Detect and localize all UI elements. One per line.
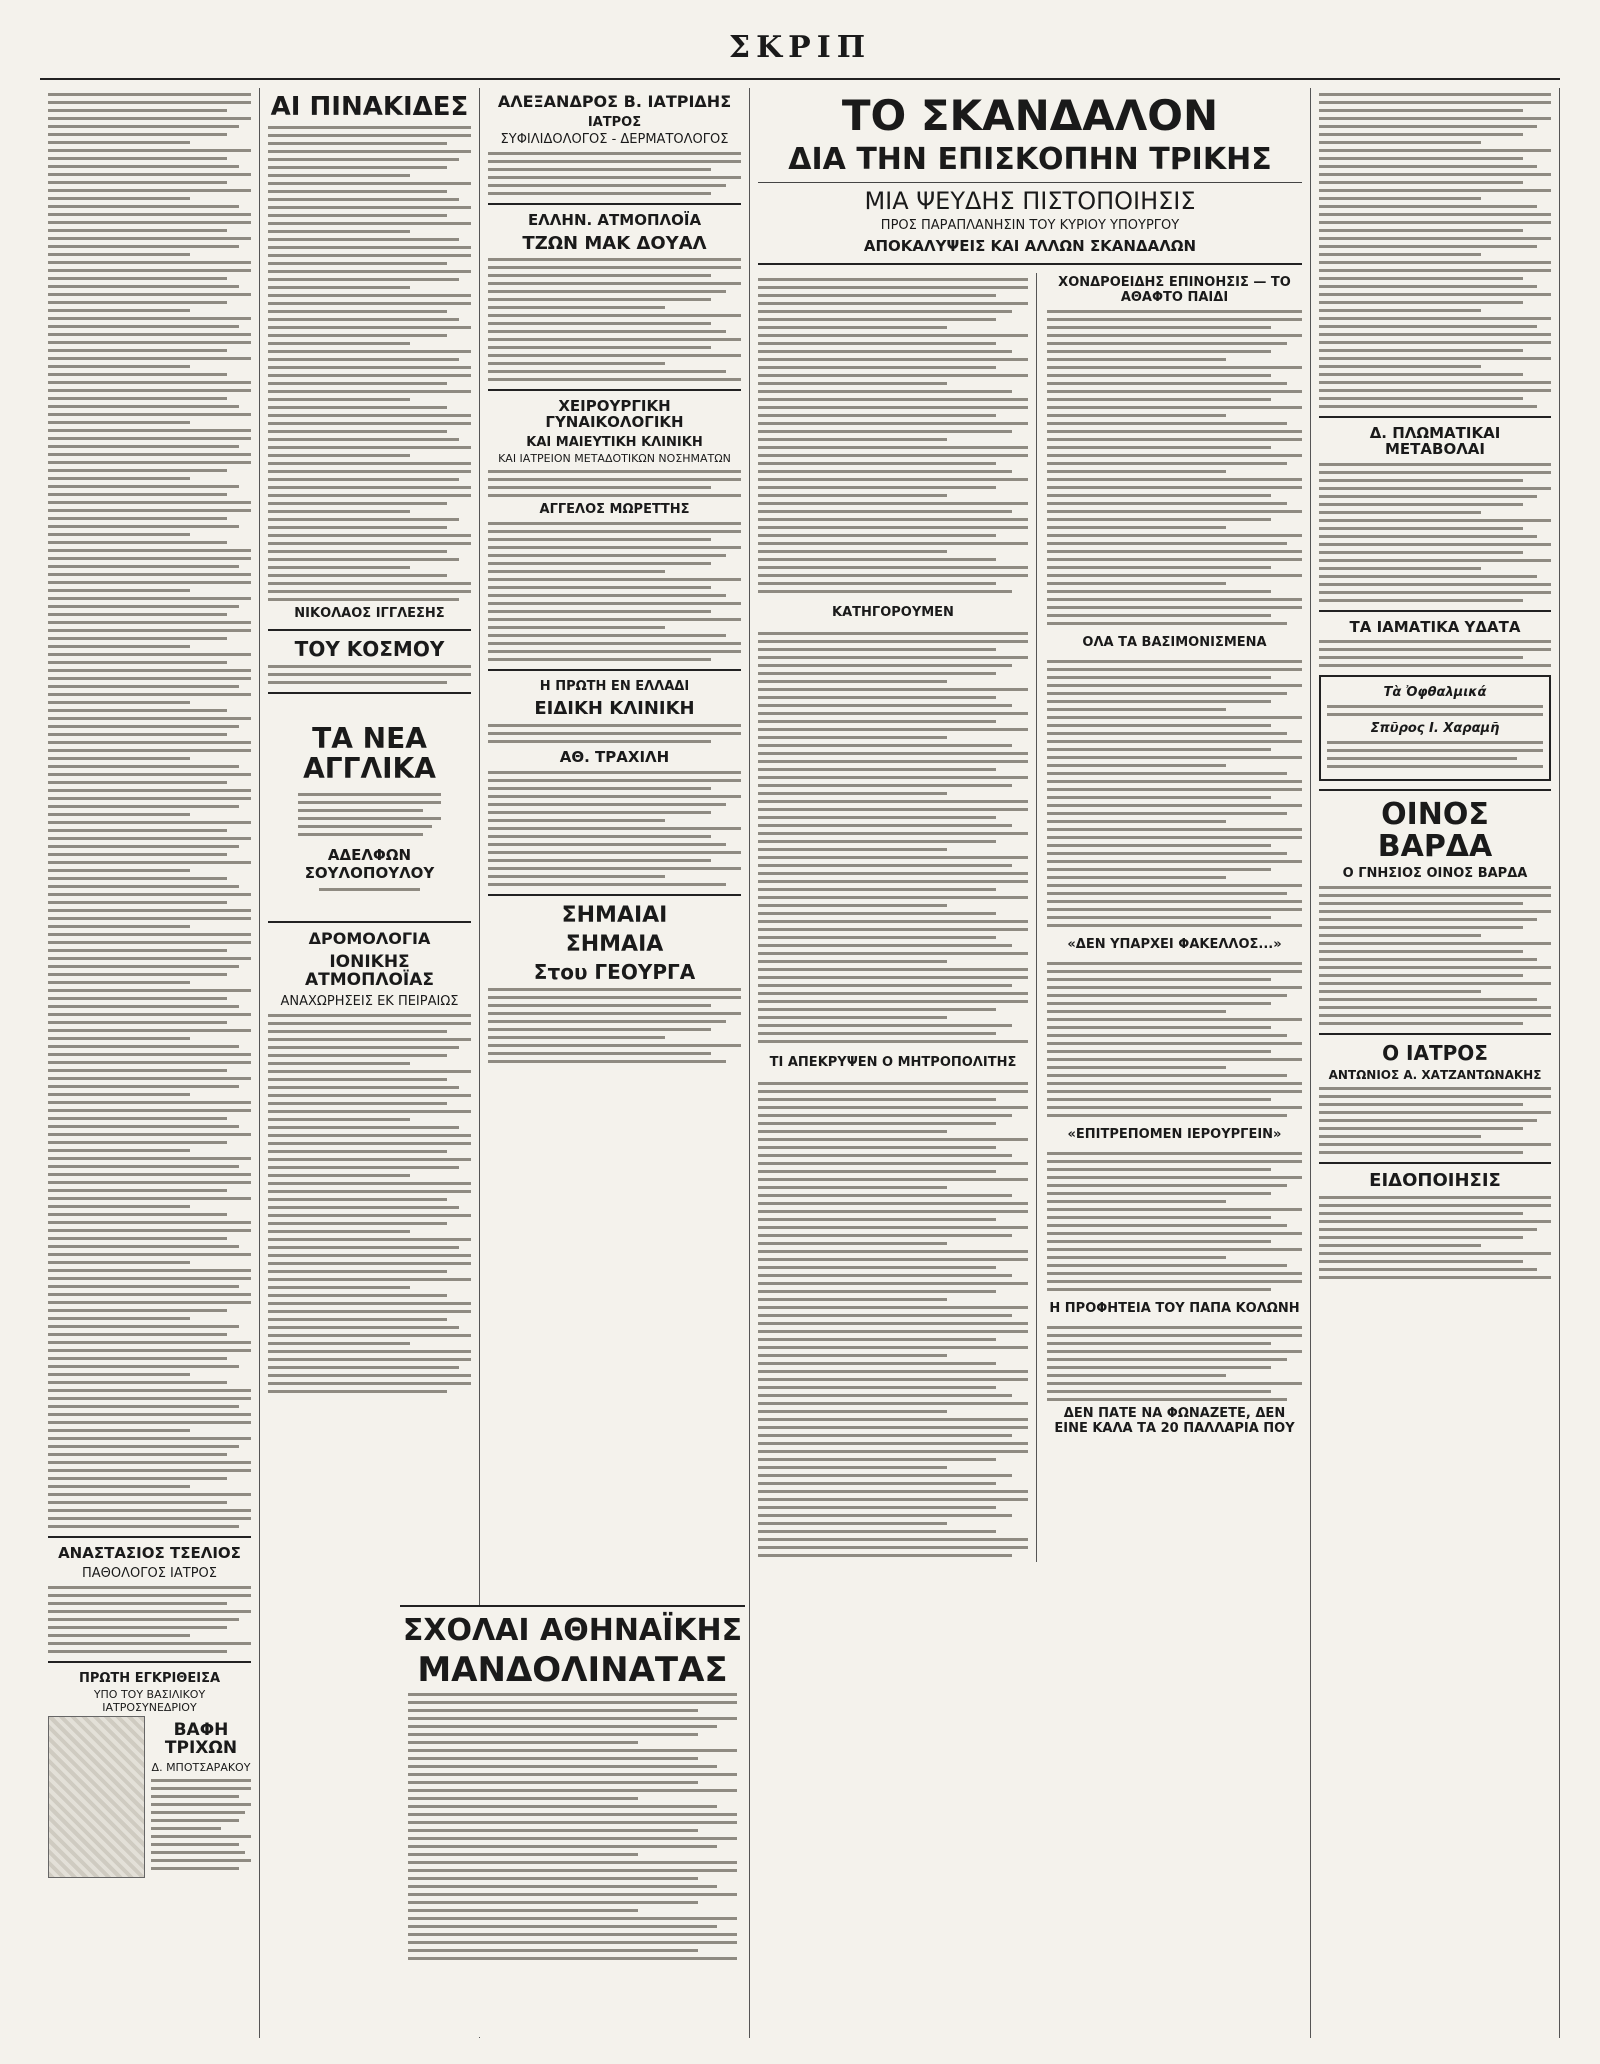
ad-mandolinata: [400, 1605, 745, 2037]
ad-ophthalmic-name: Σπῦρος Ι. Χαραμῆ: [1370, 721, 1500, 737]
ad-clinic-sub2: ΚΑΙ ΙΑΤΡΕΙΟΝ ΜΕΤΑΔΟΤΙΚΩΝ ΝΟΣΗΜΑΤΩΝ: [498, 451, 731, 465]
section-prophecy: Η ΠΡΟΦΗΤΕΙΑ ΤΟΥ ΠΑΠΑ ΚΟΛΩΝΗ: [1049, 1300, 1300, 1316]
article-body: [48, 93, 251, 1528]
woman-portrait-illustration: [48, 1716, 145, 1878]
ad-heading-flag: ΣΗΜΑΙΑ: [565, 931, 664, 957]
ad-subheading-dye: ΥΠΟ ΤΟΥ ΒΑΣΙΛΙΚΟΥ ΙΑΤΡΟΣΥΝΕΔΡΙΟΥ: [93, 1687, 206, 1714]
section-concealed: ΤΙ ΑΠΕΚΡΥΨΕΝ Ο ΜΗΤΡΟΠΟΛΙΤΗΣ: [769, 1054, 1017, 1070]
headline-revelations: ΑΠΟΚΑΛΥΨΕΙΣ ΚΑΙ ΑΛΛΩΝ ΣΚΑΝΔΑΛΩΝ: [863, 236, 1197, 255]
timetable-company: ΙΟΝΙΚΗΣ ΑΤΜΟΠΛΟΪΑΣ: [304, 951, 435, 990]
column-6: [1310, 88, 1560, 2038]
article-heading-pinakides: ΑΙ ΠΙΝΑΚΙΔΕΣ: [270, 92, 469, 122]
ad-doctor-title: Ο ΙΑΤΡΟΣ: [1382, 1041, 1488, 1066]
ad-title-hair-dye: ΒΑΦΗ ΤΡΙΧΩΝ: [164, 1719, 238, 1758]
ad-heading-iatridis: ΑΛΕΞΑΝΔΡΟΣ Β. ΙΑΤΡΙΔΗΣ: [497, 92, 732, 111]
section-heading-kosmos: ΤΟΥ ΚΟΣΜΟΥ: [294, 637, 445, 662]
article-col-left: [758, 273, 1037, 1562]
article-col-right: [1047, 273, 1302, 1562]
ad-heading-steamship: ΕΛΛΗΝ. ΑΤΜΟΠΛΟΪΑ: [527, 210, 702, 229]
ad-doctor-moretti: ΑΓΓΕΛΟΣ ΜΩΡΕΤΤΗΣ: [539, 501, 690, 517]
column-4-5: [750, 88, 1310, 2038]
ad-ophthalmic-title: Τὰ Ὀφθαλμικά: [1383, 685, 1487, 701]
ad-iatridis-specialty: ΣΥΦΙΛΙΔΟΛΟΓΟΣ - ΔΕΡΜΑΤΟΛΟΓΟΣ: [500, 131, 729, 147]
section-invention: ΧΟΝΔΡΟΕΙΔΗΣ ΕΠΙΝΟΗΣΙΣ — ΤΟ ΑΘΑΦΤΟ ΠΑΙΔΙ: [1058, 274, 1291, 305]
ad-heading-mac-douall: ΤΖΩΝ ΜΑΚ ΔΟΥΑΛ: [522, 232, 707, 254]
ad-maker: Δ. ΜΠΟΤΣΑΡΑΚΟΥ: [151, 1761, 251, 1775]
column-1: [40, 88, 260, 2038]
section-all-verified: ΟΛΑ ΤΑ ΒΑΣΙΜΟΝΙΣΜΕΝΑ: [1082, 634, 1267, 650]
ad-clinic-sub: ΚΑΙ ΜΑΙΕΥΤΙΚΗ ΚΛΙΝΙΚΗ: [526, 434, 703, 450]
timetable-subtitle: ΑΝΑΧΩΡΗΣΕΙΣ ΕΚ ΠΕΙΡΑΙΩΣ: [280, 993, 459, 1009]
section-accuse: ΚΑΤΗΓΟΡΟΥΜΕΝ: [832, 604, 954, 620]
timetable-title: ΔΡΟΜΟΛΟΓΙΑ: [308, 929, 431, 949]
ad-heading-special-clinic: ΕΙΔΙΚΗ ΚΛΙΝΙΚΗ: [534, 697, 695, 719]
article-footer-line: ΔΕΝ ΠΑΤΕ ΝΑ ΦΩΝΑΖΕΤΕ, ΔΕΝ ΕΙΝΕ ΚΑΛΑ ΤΑ 20 ΠΑΛΛΑΡΙΑ ΠΟΥ: [1054, 1405, 1295, 1436]
headline-scandal: ΤΟ ΣΚΑΝΔΑΛΟΝ: [841, 91, 1219, 140]
ad-subheading-tselios: ΠΑΘΟΛΟΓΟΣ ΙΑΤΡΟΣ: [81, 1565, 218, 1581]
ad-title-mandolinata: ΜΑΝΔΟΛΙΝΑΤΑΣ: [417, 1649, 728, 1690]
masthead: ΣΚΡΙΠ: [40, 30, 1560, 80]
ad-iatridis-title: ΙΑΤΡΟΣ: [587, 114, 642, 130]
section-diplomatic-changes: Δ. ΠΛΩΜΑΤΙΚΑΙ ΜΕΤΑΒΟΛΑΙ: [1369, 424, 1501, 458]
article-signature: ΝΙΚΟΛΑΟΣ ΙΓΓΛΕΣΗΣ: [294, 606, 445, 622]
ad-heading-first-greece: Η ΠΡΩΤΗ ΕΝ ΕΛΛΑΔΙ: [539, 678, 690, 694]
section-permitted: «ΕΠΙΤΡΕΠΟΜΕΝ ΙΕΡΟΥΡΓΕΙΝ»: [1067, 1126, 1282, 1142]
ad-box-ophthalmic: [1319, 675, 1551, 781]
ad-firm-soulopoulou: ΑΔΕΛΦΩΝ ΣΟΥΛΟΠΟΥΛΟΥ: [304, 846, 435, 883]
ad-doctor-name: ΑΝΤΩΝΙΟΣ Α. ΧΑΤΖΑΝΤΩΝΑΚΗΣ: [1328, 1068, 1542, 1083]
ad-sub-varda-wine: Ο ΓΝΗΣΙΟΣ ΟΙΝΟΣ ΒΑΡΔΑ: [1342, 866, 1528, 882]
section-mineral-waters: ΤΑ ΙΑΜΑΤΙΚΑ ΥΔΑΤΑ: [1349, 617, 1521, 636]
headline-false-certificate: ΜΙΑ ΨΕΥΔΗΣ ΠΙΣΤΟΠΟΙΗΣΙΣ: [864, 186, 1196, 215]
ad-heading-clinic: ΧΕΙΡΟΥΡΓΙΚΗ ΓΥΝΑΙΚΟΛΟΓΙΚΗ: [545, 397, 684, 432]
section-notice: ΕΙΔΟΠΟΙΗΣΙΣ: [1369, 1170, 1501, 1192]
ad-heading-dye: ΠΡΩΤΗ ΕΓΚΡΙΘΕΙΣΑ: [78, 1670, 221, 1686]
ad-doctor-trachili: ΑΘ. ΤΡΑΧΙΛΗ: [559, 747, 670, 766]
ad-heading-georga: Στου ΓΕΟΥΡΓΑ: [533, 960, 696, 985]
ad-title-english-fashions: ΤΑ ΝΕΑ ΑΓΓΛΙΚΑ: [303, 722, 436, 785]
ad-heading-flags: ΣΗΜΑΙΑΙ: [561, 902, 668, 928]
section-no-folder: «ΔΕΝ ΥΠΑΡΧΕΙ ΦΑΚΕΛΛΟΣ...»: [1067, 936, 1282, 952]
ad-title-schools: ΣΧΟΛΑΙ ΑΘΗΝΑΪΚΗΣ: [402, 1613, 743, 1648]
ad-title-varda-wine: ΟΙΝΟΣ ΒΑΡΔΑ: [1377, 797, 1493, 864]
headline-trikis: ΔΙΑ ΤΗΝ ΕΠΙΣΚΟΠΗΝ ΤΡΙΚΗΣ: [788, 142, 1272, 178]
ad-heading-tselios: ΑΝΑΣΤΑΣΙΟΣ ΤΣΕΛΙΟΣ: [58, 1544, 241, 1562]
headline-minister: ΠΡΟΣ ΠΑΡΑΠΛΑΝΗΣΙΝ ΤΟΥ ΚΥΡΙΟΥ ΥΠΟΥΡΓΟΥ: [880, 217, 1180, 233]
